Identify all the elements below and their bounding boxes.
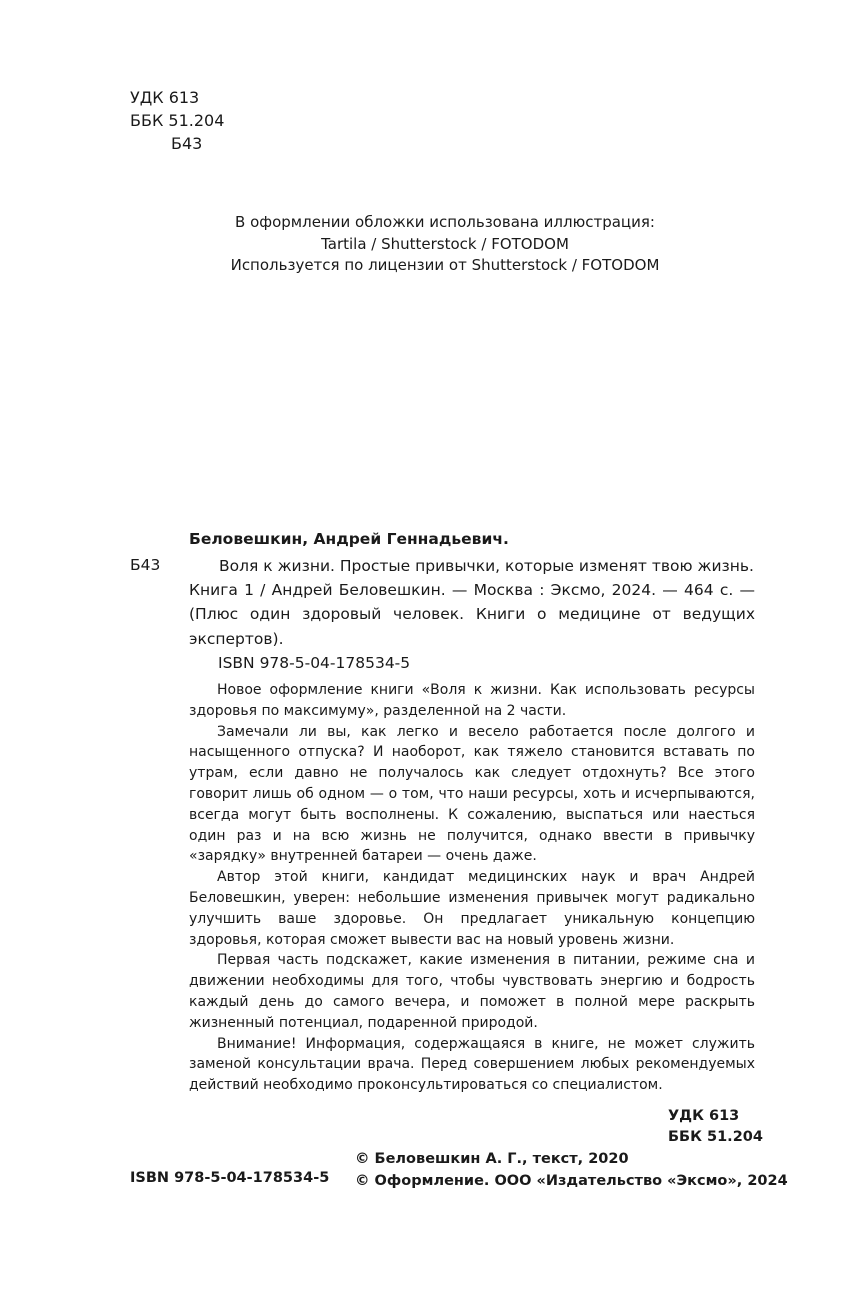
credits-line-2: Tartila / Shutterstock / FOTODOM [321, 234, 569, 253]
bbk-code: ББК 51.204 [130, 111, 225, 130]
bib-cipher: Б43 [130, 556, 161, 574]
udk-code: УДК 613 [130, 88, 200, 107]
annotation-paragraph: Новое оформление книги «Воля к жизни. Как использовать ресурсы здоровья по максимуму», разделенной на 2 части. [189, 682, 755, 719]
annotation-paragraph: Первая часть подскажет, какие изменения в питании, режиме сна и движении необходимы для того, чтобы чувствовать энергию и бодрость каждый день до самого вечера, и поможет в полной мере раскрыть жизненный потенциал, подаренной природой. [189, 952, 755, 1031]
annotation-paragraph: Внимание! Информация, содержащаяся в книге, не может служить заменой консультации врача. Перед совершением любых рекомендуемых действий необходимо проконсультироваться со специалистом. [189, 1035, 755, 1094]
footer-bbk: ББК 51.204 [668, 1129, 763, 1145]
footer-udk: УДК 613 [668, 1108, 740, 1124]
bib-title-line: Воля к жизни. Простые привычки, которые изменят твою жизнь. [219, 557, 754, 575]
bib-description [189, 554, 755, 651]
bib-continuation: Книга 1 / Андрей Беловешкин. — Москва : Эксмо, 2024. — 464 с. — (Плюс один здоровый человек. Книги о медицине от ведущих экспертов). [189, 581, 755, 648]
classification-codes-top [130, 86, 224, 155]
copyright-block [355, 1149, 788, 1192]
annotation-paragraph: Замечали ли вы, как легко и весело работается после долгого и насыщенного отпуска? И наоборот, как тяжело становится вставать по утрам, если давно не получалось как следует отдохнуть? Все этого говорит лишь об одном — о том, что наши ресурсы, хоть и исчерпываются, всегда могут быть восполнены. К сожалению, выспаться или наесться один раз и на всю жизнь не получится, однако ввести в привычку «зарядку» внутренней батареи — очень даже. [189, 723, 755, 865]
copyright-design: © Оформление. ООО «Издательство «Эксмо», 2024 [355, 1172, 788, 1189]
annotation [189, 680, 755, 1096]
annotation-paragraph: Автор этой книги, кандидат медицинских наук и врач Андрей Беловешкин, уверен: небольшие изменения привычек могут радикально улучшить ваше здоровье. Он предлагает уникальную концепцию здоровья, которая сможет вывести вас на новый уровень жизни. [189, 869, 755, 948]
credits-line-3: Используется по лицензии от Shutterstock / FOTODOM [230, 256, 660, 274]
credits-line-1: В оформлении обложки использована иллюстрация: [235, 213, 655, 231]
cover-credits [0, 212, 844, 277]
classification-codes-bottom [668, 1106, 763, 1148]
copyright-text: © Беловешкин А. Г., текст, 2020 [355, 1151, 629, 1167]
author-mark: Б43 [171, 134, 203, 153]
footer-isbn: ISBN 978-5-04-178534-5 [130, 1170, 330, 1186]
bib-author: Беловешкин, Андрей Геннадьевич. [189, 530, 509, 548]
bib-isbn: ISBN 978-5-04-178534-5 [218, 654, 411, 672]
